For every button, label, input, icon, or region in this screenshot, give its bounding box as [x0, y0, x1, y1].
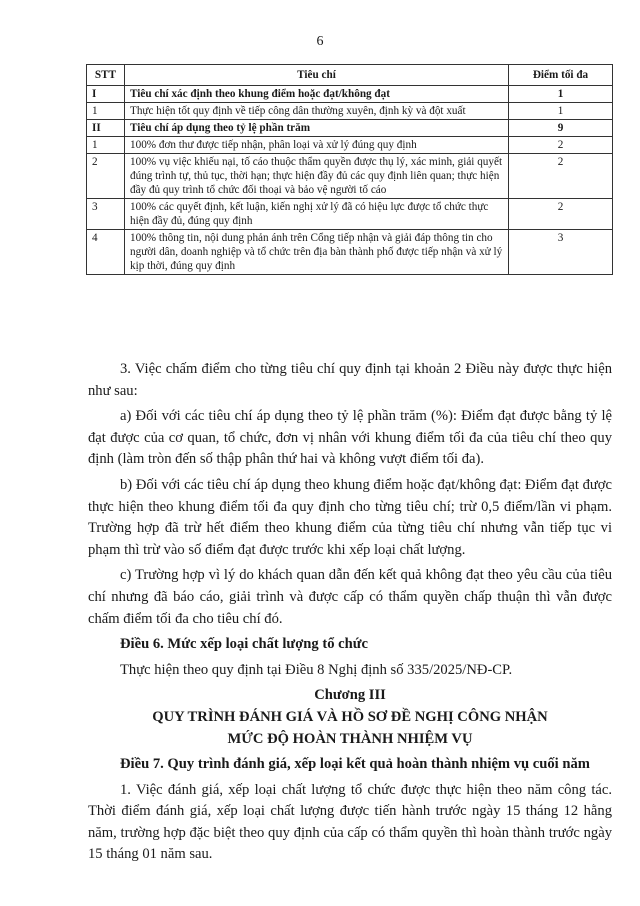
table-row — [87, 103, 613, 120]
chapter-title: QUY TRÌNH ĐÁNH GIÁ VÀ HỒ SƠ ĐỀ NGHỊ CÔNG NHẬN — [152, 708, 548, 725]
article-heading: Điều 6. Mức xếp loại chất lượng tổ chức — [120, 636, 368, 653]
row-max-score: 1 — [509, 103, 613, 120]
row-max-score: 2 — [509, 154, 613, 199]
page-number: 6 — [316, 34, 324, 49]
table-row — [87, 137, 613, 154]
chapter-title: MỨC ĐỘ HOÀN THÀNH NHIỆM VỤ — [227, 730, 473, 747]
row-stt: 1 — [87, 103, 125, 120]
row-max-score: 3 — [509, 230, 613, 275]
row-stt: 2 — [87, 154, 125, 199]
criteria-table — [86, 64, 613, 275]
row-criterion: 100% thông tin, nội dung phản ánh trên Cổng tiếp nhận và giải đáp thông tin cho người dân, doanh nghiệp và tổ chức trên địa bàn thành phố được tiếp nhận và xử lý kịp thời, đúng quy định — [125, 230, 509, 275]
row-stt: II — [87, 120, 125, 137]
table-row — [87, 86, 613, 103]
paragraph: 3. Việc chấm điểm cho từng tiêu chí quy định tại khoản 2 Điều này được thực hiện như sau: — [88, 361, 612, 399]
paragraph: Thực hiện theo quy định tại Điều 8 Nghị định số 335/2025/NĐ-CP. — [120, 661, 513, 678]
row-max-score: 9 — [509, 120, 613, 137]
header-criterion: Tiêu chí — [125, 65, 509, 86]
header-max-score: Điểm tối đa — [509, 65, 613, 86]
paragraph: 1. Việc đánh giá, xếp loại chất lượng tổ chức được thực hiện theo năm công tác. Thời điểm đánh giá, xếp loại chất lượng được tiến hành trước ngày 15 tháng 12 hằng năm, trường hợp đặc biệt theo quy định của cấp có thẩm quyền thì hoàn thành trước ngày 15 tháng 01 năm sau. — [88, 781, 612, 863]
row-criterion: Tiêu chí áp dụng theo tỷ lệ phần trăm — [125, 120, 509, 137]
row-stt: 4 — [87, 230, 125, 275]
article-heading: Điều 7. Quy trình đánh giá, xếp loại kết quả hoàn thành nhiệm vụ cuối năm — [120, 756, 590, 773]
row-stt: 1 — [87, 137, 125, 154]
row-criterion: 100% các quyết định, kết luận, kiến nghị xử lý đã có hiệu lực được tổ chức thực hiện đầy đủ, đúng quy định — [125, 199, 509, 230]
row-criterion: 100% đơn thư được tiếp nhận, phân loại và xử lý đúng quy định — [125, 137, 509, 154]
row-stt: 3 — [87, 199, 125, 230]
row-stt: I — [87, 86, 125, 103]
table-row — [87, 120, 613, 137]
row-criterion: 100% vụ việc khiếu nại, tố cáo thuộc thẩm quyền được thụ lý, xác minh, giải quyết đúng trình tự, thủ tục, thời hạn; thực hiện đầy đủ các quy định liên quan; thực hiện đầy đủ quy trình tổ chức đối thoại và bảo vệ người tố cáo — [125, 154, 509, 199]
paragraph: a) Đối với các tiêu chí áp dụng theo tỷ lệ phần trăm (%): Điểm đạt được bằng tỷ lệ đạt được của cơ quan, tổ chức, đơn vị nhân với khung điểm tối đa của tiêu chí theo quy định (làm tròn đến số thập phân thứ hai và không vượt điểm tối đa). — [88, 408, 612, 468]
table-header-row — [87, 65, 613, 86]
paragraph: c) Trường hợp vì lý do khách quan dẫn đến kết quả không đạt theo yêu cầu của tiêu chí nhưng đã báo cáo, giải trình và được cấp có thẩm quyền chấp thuận thì vẫn được chấm điểm tối đa cho tiêu chí đó. — [88, 567, 612, 627]
row-max-score: 1 — [509, 86, 613, 103]
row-max-score: 2 — [509, 199, 613, 230]
paragraph: b) Đối với các tiêu chí áp dụng theo khung điểm hoặc đạt/không đạt: Điểm đạt được thực hiện theo khung điểm tối đa quy định cho từng tiêu chí; trừ 0,5 điểm/lần vi phạm. Trường hợp đã trừ hết điểm theo khung điểm của từng tiêu chí nhưng vẫn tiếp tục vi phạm thì trừ vào số điểm đạt được trước khi xếp loại chất lượng. — [88, 476, 612, 558]
body-text — [88, 359, 612, 866]
row-criterion: Tiêu chí xác định theo khung điểm hoặc đạt/không đạt — [125, 86, 509, 103]
table-row — [87, 154, 613, 199]
chapter-heading: Chương III — [314, 687, 386, 704]
row-criterion: Thực hiện tốt quy định về tiếp công dân thường xuyên, định kỳ và đột xuất — [125, 103, 509, 120]
table-row — [87, 199, 613, 230]
row-max-score: 2 — [509, 137, 613, 154]
table-row — [87, 230, 613, 275]
header-stt: STT — [87, 65, 125, 86]
